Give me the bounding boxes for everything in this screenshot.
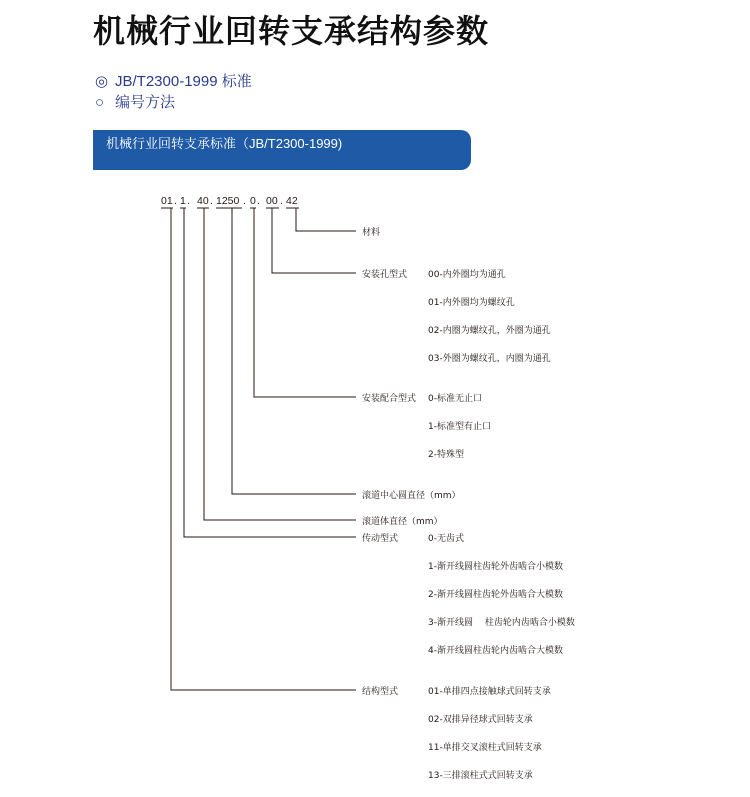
label-material: 材料 xyxy=(362,228,381,238)
connector-hole xyxy=(272,208,356,273)
option-hole: 02-内圈为螺纹孔，外圈为通孔 xyxy=(428,326,551,336)
section-banner: 机械行业回转支承标准（JB/T2300-1999) xyxy=(93,130,471,170)
label-fit-type: 安装配合型式 xyxy=(362,394,417,404)
subheading-standard-text: JB/T2300-1999 标准 xyxy=(115,73,252,90)
code-segment-struct: 01 xyxy=(161,195,173,207)
connector-pitch xyxy=(232,208,356,494)
code-segment-drive: 1 xyxy=(180,195,186,207)
connector-struct xyxy=(171,208,356,690)
option-hole: 01-内外圈均为螺纹孔 xyxy=(428,298,515,308)
code-segment-roll-dia: 40 xyxy=(197,195,209,207)
code-sep: . xyxy=(243,195,246,207)
connector-roll xyxy=(204,208,356,520)
option-hole: 03-外圈为螺纹孔，内圈为通孔 xyxy=(428,354,551,364)
connector-fit xyxy=(254,208,356,397)
double-circle-icon: ◎ xyxy=(95,73,109,90)
code-segment-pitch-dia: 1250 xyxy=(216,195,240,207)
page-title: 机械行业回转支承结构参数 xyxy=(93,12,490,50)
code-segment-fit: 0 xyxy=(250,195,256,207)
option-struct: 01-单排四点接触球式回转支承 xyxy=(428,687,551,697)
option-fit: 2-特殊型 xyxy=(428,450,464,460)
connector-drive xyxy=(184,208,356,537)
label-pitch-dia: 滚道中心圆直径（mm） xyxy=(362,491,461,501)
option-drive: 0-无齿式 xyxy=(428,534,464,544)
code-sep: . xyxy=(280,195,283,207)
label-struct-type: 结构型式 xyxy=(362,687,399,697)
code-segment-material: 42 xyxy=(286,195,298,207)
option-drive: 2-渐开线圆柱齿轮外齿啮合大模数 xyxy=(428,590,563,600)
code-sep: . xyxy=(257,195,260,207)
option-drive: 1-渐开线圆柱齿轮外齿啮合小模数 xyxy=(428,562,563,572)
code-sep: . xyxy=(210,195,213,207)
option-struct: 02-双排异径球式回转支承 xyxy=(428,715,533,725)
option-fit: 1-标准型有止口 xyxy=(428,422,491,432)
subheading-numbering-text: 编号方法 xyxy=(115,94,176,111)
label-roll-dia: 滚道体直径（mm） xyxy=(362,517,443,527)
code-segment-hole: 00 xyxy=(266,195,278,207)
circle-icon: ○ xyxy=(95,94,105,111)
option-drive: 3-渐开线圆 柱齿轮内齿啮合小模数 xyxy=(428,618,575,628)
code-sep: . xyxy=(187,195,190,207)
option-struct: 11-单排交叉滚柱式回转支承 xyxy=(428,743,542,753)
option-struct: 13-三排滚柱式式回转支承 xyxy=(428,771,533,781)
code-sep: . xyxy=(174,195,177,207)
label-drive-type: 传动型式 xyxy=(362,534,399,544)
option-hole: 00-内外圈均为通孔 xyxy=(428,270,506,280)
option-fit: 0-标准无止口 xyxy=(428,394,482,404)
label-hole-type: 安装孔型式 xyxy=(362,270,408,280)
connector-material xyxy=(296,208,356,231)
option-drive: 4-渐开线圆柱齿轮内齿啮合大模数 xyxy=(428,646,563,656)
